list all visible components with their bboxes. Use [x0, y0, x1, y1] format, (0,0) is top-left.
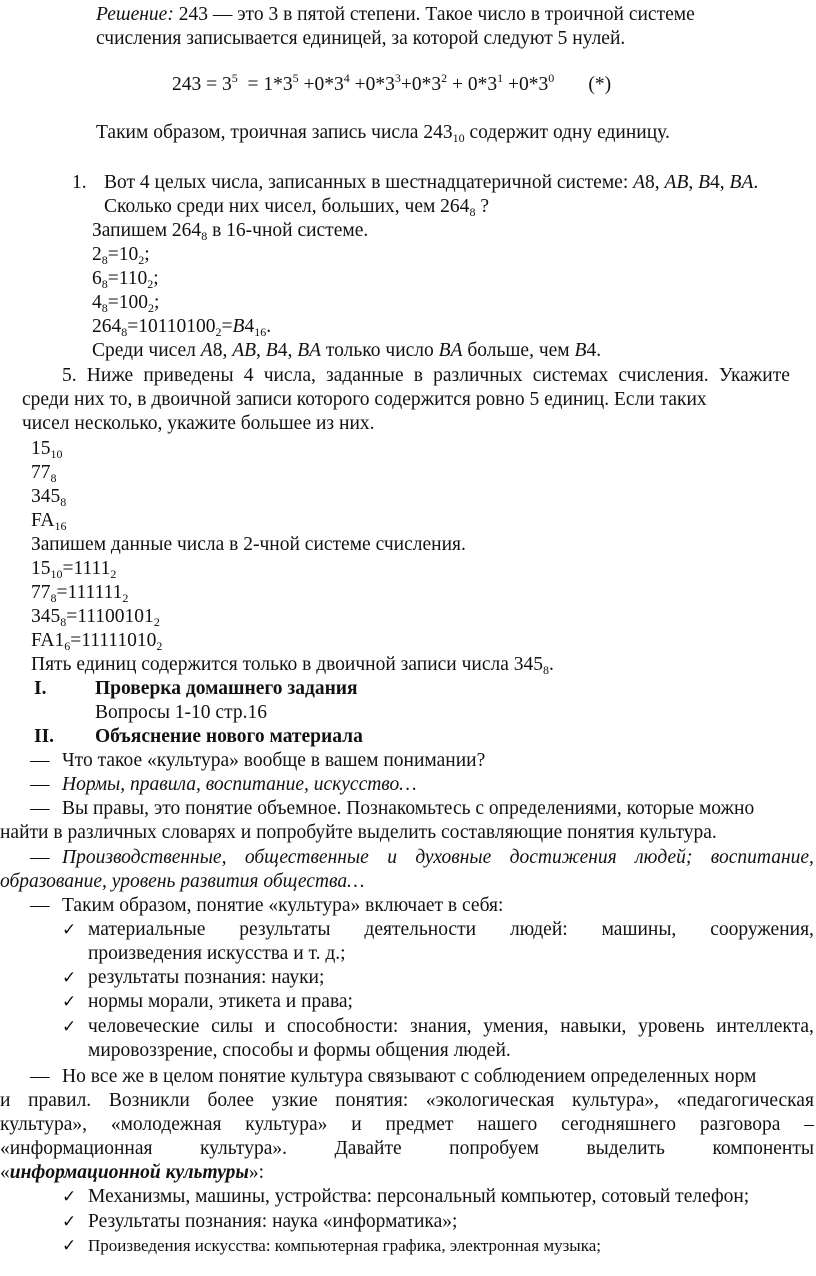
section-1-text: Вопросы 1-10 стр.16: [95, 702, 267, 723]
task4-step-5: $264_8=10110100_2=B4_{16}$.: [92, 316, 272, 339]
task5-conversion-4: $FA1_6=11111010_2$: [31, 630, 163, 653]
paragraph-line-5: «информационной культуры»:: [0, 1162, 265, 1183]
dialog-question-1: Что такое «культура» вообще в вашем понимании?: [62, 750, 486, 771]
task5-question-line-2: среди них то, в двоичной записи которого содержится ровно 5 единиц. Если таких: [22, 389, 707, 410]
checkmark-icon: ✓: [62, 992, 77, 1012]
dialog-answer-1: Нормы, правила, воспитание, искусство…: [62, 774, 417, 795]
dialog-question-2-line-1: Вы правы, это понятие объемное. Познакомьтесь с определениями, которые можно: [62, 798, 755, 819]
dash-icon: ―: [30, 750, 50, 771]
dash-icon: ―: [30, 895, 50, 916]
list2-item-1: Механизмы, машины, устройства: персональный компьютер, сотовый телефон;: [88, 1186, 750, 1207]
task4-step-2: $2_8=10_2$;: [92, 244, 150, 267]
list1-item-4-line-1: человеческие силы и способности: знания, умения, навыки, уровень интеллекта,: [88, 1016, 814, 1037]
list1-item-1-line-2: произведения искусства и т. д.;: [88, 943, 346, 964]
solution-conclusion: Таким образом, троичная запись числа $243_{10}$ содержит одну единицу.: [96, 122, 670, 145]
task5-number-3: $345_8$: [31, 486, 67, 509]
dialog-answer-2-line-1: Производственные, общественные и духовные достижения людей; воспитание,: [62, 847, 814, 868]
checkmark-icon: ✓: [62, 1236, 77, 1256]
task4-step-1: Запишем $264_8$ в 16-чной системе.: [92, 220, 369, 243]
dash-icon: ―: [30, 847, 50, 868]
task4-answer: Среди чисел A8, AB, B4, BA только число BA больше, чем B4.: [92, 340, 602, 361]
solution-line-1: Решение: 243 — это 3 в пятой степени. Такое число в троичной системе: [96, 4, 695, 25]
task5-number-2: $77_8$: [31, 462, 57, 485]
task5-answer: Пять единиц содержится только в двоичной записи числа $345_8$.: [31, 654, 554, 677]
paragraph-line-3: культура», «молодежная культура» и предмет нашего сегодняшнего разговора –: [0, 1114, 814, 1135]
section-1-title: Проверка домашнего задания: [95, 678, 358, 699]
checkmark-icon: ✓: [62, 1212, 77, 1232]
task5-conversion-3: $345_8=11100101_2$: [31, 606, 160, 629]
paragraph-line-4: «информационная культура». Давайте попробуем выделить компоненты: [0, 1138, 814, 1159]
task4-number: 1.: [72, 172, 87, 193]
section-1-number: I.: [34, 678, 47, 699]
checkmark-icon: ✓: [62, 920, 77, 940]
task4-step-3: $6_8=110_2$;: [92, 268, 159, 291]
list1-item-4-line-2: мировоззрение, способы и формы общения людей.: [88, 1040, 511, 1061]
checkmark-icon: ✓: [62, 1187, 77, 1207]
checkmark-icon: ✓: [62, 968, 77, 988]
dialog-question-2-line-2: найти в различных словарях и попробуйте выделить составляющие понятия культура.: [0, 822, 717, 843]
dash-icon: ―: [30, 1066, 50, 1087]
list2-item-3: Произведения искусства: компьютерная графика, электронная музыка;: [88, 1236, 601, 1255]
solution-line-2: счисления записывается единицей, за которой следуют 5 нулей.: [96, 28, 626, 49]
section-2-number: II.: [34, 726, 55, 747]
dash-icon: ―: [30, 798, 50, 819]
task4-question-line-2: Сколько среди них чисел, больших, чем $264_8$ ?: [104, 196, 489, 219]
checkmark-icon: ✓: [62, 1017, 77, 1037]
section-2-title: Объяснение нового материала: [95, 726, 363, 747]
task5-conversion-2: $77_8=111111_2$: [31, 582, 129, 605]
dialog-answer-2-line-2: образование, уровень развития общества…: [0, 871, 365, 892]
list1-item-2: результаты познания: науки;: [88, 967, 325, 988]
task5-question-line-3: чисел несколько, укажите большее из них.: [22, 413, 375, 434]
list2-item-2: Результаты познания: наука «информатика»;: [88, 1211, 458, 1232]
list1-item-1-line-1: материальные результаты деятельности людей: машины, сооружения,: [88, 919, 814, 940]
task5-conversion-1: $15_{10}=1111_2$: [31, 558, 117, 581]
task5-number-4: $FA_{16}$: [31, 510, 67, 533]
task5-question-line-1: 5. Ниже приведены 4 числа, заданные в различных системах счисления. Укажите: [62, 365, 790, 386]
task5-step-1: Запишем данные числа в 2-чной системе счисления.: [31, 534, 466, 555]
solution-formula: $243 = 3^5 = 1*3^5 +0*3^4 +0*3^3+0*3^2 + 0*3^1 +0*3^0$ (*): [172, 71, 612, 95]
task4-step-4: $4_8=100_2$;: [92, 292, 160, 315]
dash-icon: ―: [30, 774, 50, 795]
emphasis-term: информационной культуры: [9, 1162, 249, 1183]
paragraph-line-2: и правил. Возникли более узкие понятия: «экологическая культура», «педагогическая: [0, 1090, 814, 1111]
task5-number-1: $15_{10}$: [31, 438, 63, 461]
task4-question-line-1: Вот 4 целых числа, записанных в шестнадцатеричной системе: A8, AB, B4, BA.: [104, 172, 759, 193]
dialog-question-3: Таким образом, понятие «культура» включает в себя:: [62, 895, 504, 916]
list1-item-3: нормы морали, этикета и права;: [88, 991, 353, 1012]
paragraph-line-1: Но все же в целом понятие культура связывают с соблюдением определенных норм: [62, 1066, 757, 1087]
